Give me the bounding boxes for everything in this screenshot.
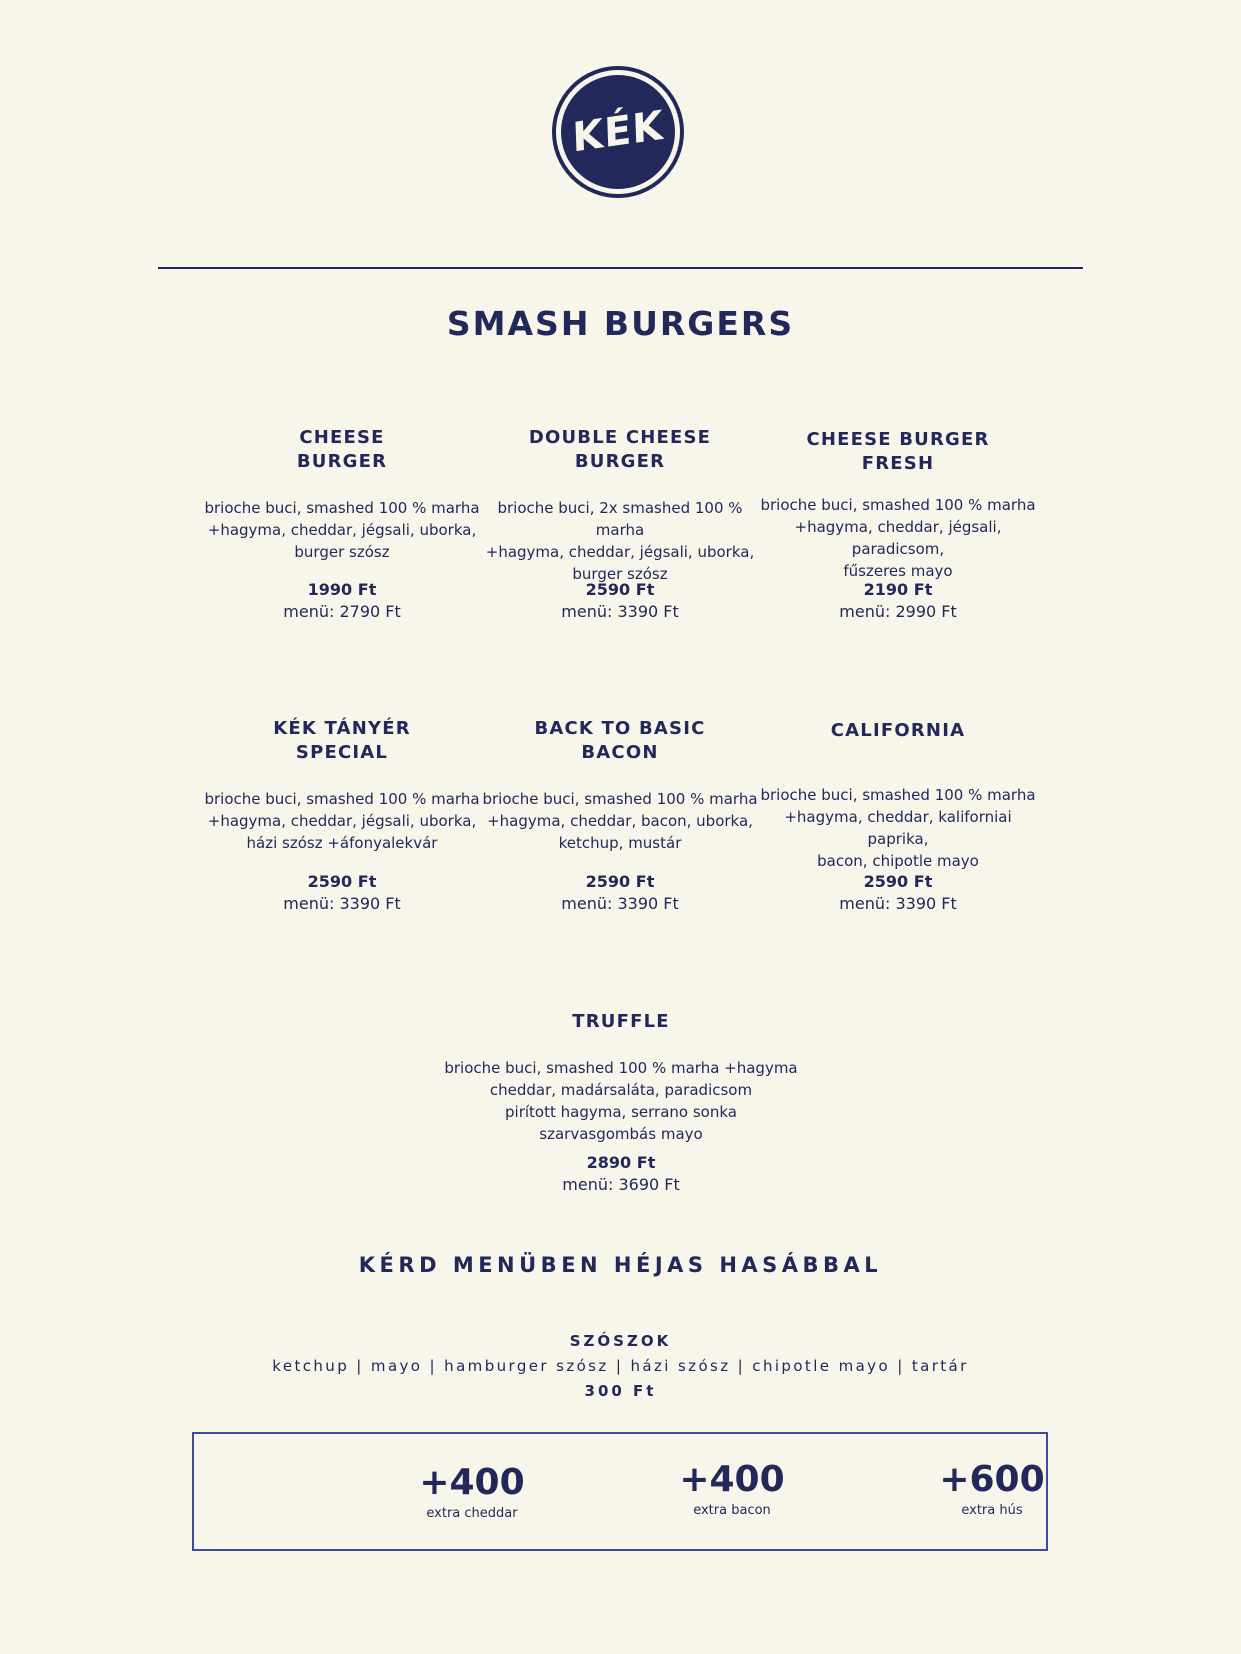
logo-badge [561,75,675,189]
item-name: DOUBLE CHEESE BURGER [528,427,712,472]
item-menu-price: menü: 3390 Ft [283,894,401,913]
logo-text: KÉK [571,102,665,162]
item-menu-price: menü: 2990 Ft [839,602,957,621]
extra-label: extra bacon [693,1503,771,1518]
extra-item [622,1458,842,1520]
item-menu-price: menü: 2790 Ft [283,602,401,621]
divider [158,267,1083,269]
item-name: CHEESE BURGER FRESH [806,429,990,474]
item-description: brioche buci, smashed 100 % marha +hagyma cheddar, madársaláta, paradicsom pirított hagyma, serrano sonka szarvasgombás mayo [444,1059,798,1143]
item-menu-price: menü: 3690 Ft [562,1175,680,1194]
extra-item [882,1458,1102,1520]
sauces-title: SZÓSZOK [569,1332,672,1350]
item-name: BACK TO BASIC BACON [534,718,706,763]
item-description: brioche buci, smashed 100 % marha +hagyma, cheddar, bacon, uborka, ketchup, mustár [482,790,758,852]
extras-box [192,1432,1048,1551]
item-description: brioche buci, 2x smashed 100 % marha +hagyma, cheddar, jégsali, uborka, burger szósz [485,499,755,583]
extra-amount: +400 [679,1459,785,1500]
item-name: KÉK TÁNYÉR SPECIAL [273,718,411,763]
item-price: 2590 Ft [585,580,655,599]
section-title: SMASH BURGERS [446,304,795,343]
extra-amount: +600 [939,1459,1045,1500]
item-description: brioche buci, smashed 100 % marha +hagyma, cheddar, kaliforniai paprika, bacon, chipotle mayo [760,786,1036,870]
item-name: CALIFORNIA [830,720,966,741]
sauces-price: 300 Ft [584,1382,657,1400]
item-description: brioche buci, smashed 100 % marha +hagyma, cheddar, jégsali, uborka, házi szósz +áfonyalekvár [204,790,480,852]
extra-amount: +400 [419,1462,525,1503]
sauces-list: ketchup | mayo | hamburger szósz | házi szósz | chipotle mayo | tartár [272,1357,969,1375]
item-price: 2190 Ft [863,580,933,599]
item-price: 2590 Ft [307,872,377,891]
item-price: 2590 Ft [585,872,655,891]
item-menu-price: menü: 3390 Ft [839,894,957,913]
item-price: 1990 Ft [307,580,377,599]
kek-logo [552,66,684,198]
item-name: TRUFFLE [572,1011,670,1032]
item-description: brioche buci, smashed 100 % marha +hagyma, cheddar, jégsali, uborka, burger szósz [204,499,480,561]
item-price: 2590 Ft [863,872,933,891]
item-price: 2890 Ft [586,1153,656,1172]
item-menu-price: menü: 3390 Ft [561,602,679,621]
extra-item [362,1461,582,1523]
item-menu-price: menü: 3390 Ft [561,894,679,913]
item-name: CHEESE BURGER [296,427,388,472]
fries-note: KÉRD MENÜBEN HÉJAS HASÁBBAL [358,1253,883,1277]
item-description: brioche buci, smashed 100 % marha +hagyma, cheddar, jégsali, paradicsom, fűszeres mayo [760,496,1036,580]
extra-label: extra hús [961,1503,1023,1518]
extra-label: extra cheddar [426,1506,518,1521]
